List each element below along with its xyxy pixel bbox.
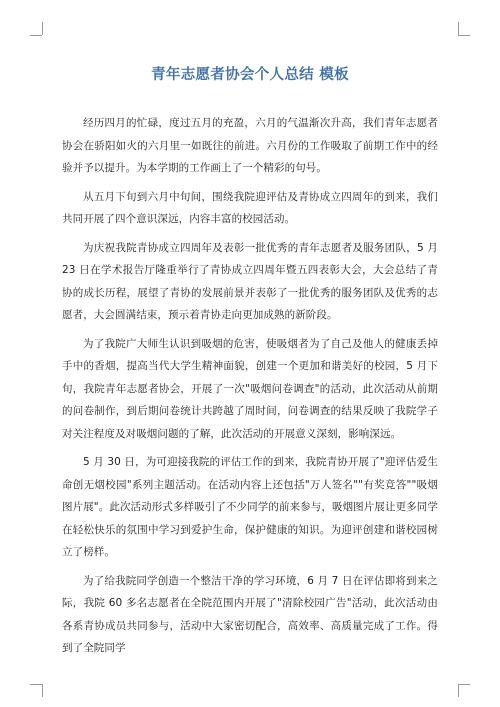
paragraph: 5 月 30 日，为可迎接我院的评估工作的到来，我院青协开展了"迎评估爱生命创无烟校园"系列主题活动。在活动内容上还包括"万人签名""有奖竞答""吸烟图片展"。此次活动形式多样吸引了不少同学的前来参与，吸烟图片展让更多同学在轻松快乐的氛围中学习到爱护生命，保护健康的知识。为迎评创建和谐校园树立了榜样。 bbox=[62, 456, 438, 558]
crop-mark-bottom-left bbox=[30, 684, 42, 685]
crop-mark-top-left bbox=[42, 22, 43, 35]
crop-mark-top-right bbox=[458, 35, 470, 36]
crop-mark-bottom-right bbox=[458, 684, 459, 697]
paragraph: 经历四月的忙碌，度过五月的充盈，六月的气温渐次升高，我们青年志愿者协会在骄阳如火的六月里一如既往的前进。六月份的工作吸取了前期工作中的经验并予以提升。为本学期的工作画上了一个精彩的句号。 bbox=[62, 117, 438, 174]
document-body bbox=[62, 112, 438, 666]
document-title: 青年志愿者协会个人总结 模板 bbox=[151, 67, 349, 83]
crop-mark-bottom-left bbox=[42, 684, 43, 697]
paragraph: 为了给我院同学创造一个整洁干净的学习环境，6 月 7 日在评估即将到来之际，我院 60 多名志愿者在全院范围内开展了"清除校园广告"活动，此次活动由各系青协成员共同参与，活动中大家密切配合，高效率、高质量完成了工作。得到了全院同学 bbox=[62, 574, 438, 654]
paragraph: 从五月下旬到六月中旬间，围绕我院迎评估及青协成立四周年的到来，我们共同开展了四个意识深远，内容丰富的校园活动。 bbox=[62, 190, 438, 225]
crop-mark-bottom-right bbox=[458, 684, 470, 685]
crop-mark-top-right bbox=[458, 22, 459, 35]
paragraph: 为庆祝我院青协成立四周年及表彰一批优秀的青年志愿者及服务团队，5 月 23 日在学术报告厅隆重举行了青协成立四周年暨五四表彰大会，大会总结了青协的成长历程，展望了青协的发展前景并表彰了一批优秀的服务团队及优秀的志愿者，大会圆满结束，预示着青协走向更加成熟的新阶段。 bbox=[62, 241, 438, 321]
crop-mark-top-left bbox=[30, 35, 42, 36]
paragraph: 为了我院广大师生认识到吸烟的危害，使吸烟者为了自己及他人的健康丢掉手中的香烟，提高当代大学生精神面貌，创建一个更加和谐美好的校园，5 月下旬，我院青年志愿者协会，开展了一次"吸烟问卷调查"的活动，此次活动从前期的问卷制作，到后期问卷统计共跨越了周时间，问卷调查的结果反映了我院学子对关注程度及对吸烟问题的了解，此次活动的开展意义深刻，影响深远。 bbox=[62, 337, 438, 440]
